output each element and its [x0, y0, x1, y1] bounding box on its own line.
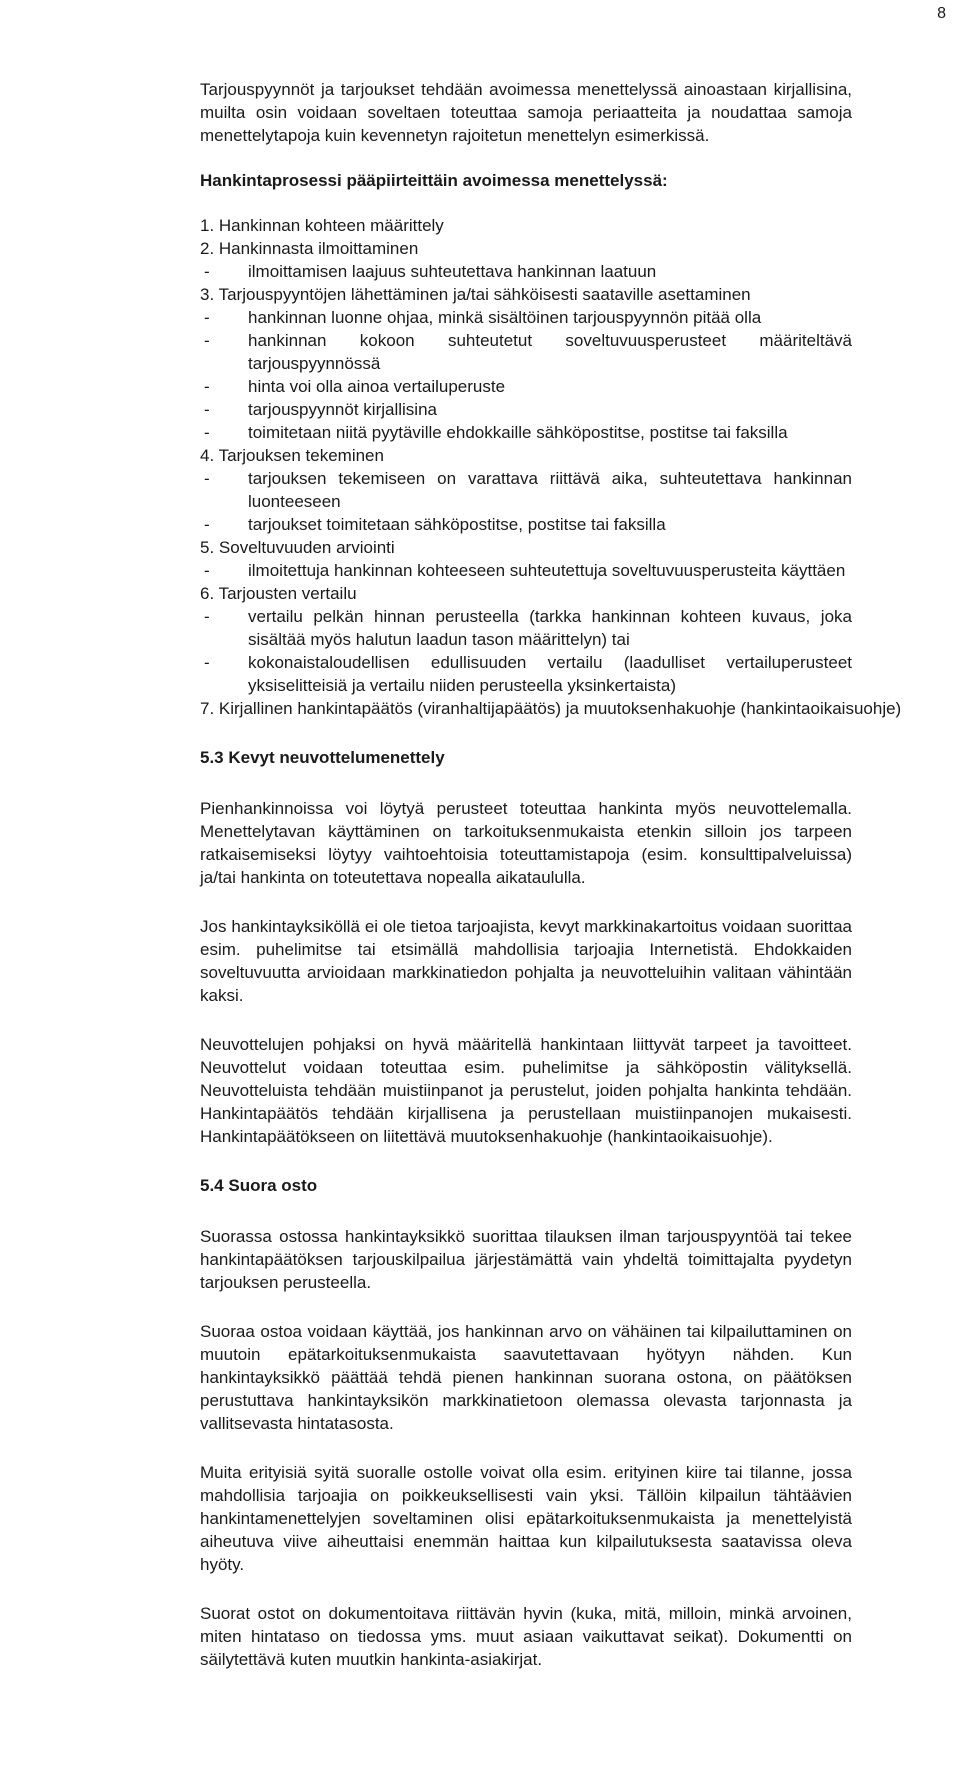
section-paragraph: Pienhankinnoissa voi löytyä perusteet toteuttaa hankinta myös neuvottelemalla. Menettelytavan käyttäminen on tarkoituksenmukaista etenkin silloin jos tarpeen ratkaisemiseksi löytyy vaihtoehtoisia toteuttamistapoja (esim. konsulttipalveluissa) ja/tai hankinta on toteutettava nopealla aikataululla. — [200, 799, 852, 887]
document-body — [0, 78, 960, 1671]
dash-bullet: - — [204, 331, 210, 350]
step-item: - tarjouksen tekemiseen on varattava riittävä aika, suhteutettava hankinnan luonteeseen — [204, 469, 852, 511]
page-number: 8 — [937, 5, 946, 22]
section-heading-5-4: 5.4 Suora osto — [200, 1176, 318, 1195]
step-title: 6. Tarjousten vertailu — [200, 584, 357, 603]
step-item: - tarjouspyynnöt kirjallisina — [204, 400, 437, 419]
dash-bullet: - — [204, 423, 210, 442]
step-item: - ilmoitettuja hankinnan kohteeseen suhteutettuja soveltuvuusperusteita käyttäen — [204, 561, 846, 580]
dash-bullet: - — [204, 607, 210, 626]
step-item: - tarjoukset toimitetaan sähköpostitse, postitse tai faksilla — [204, 515, 666, 534]
step-title: 4. Tarjouksen tekeminen — [200, 446, 384, 465]
dash-bullet: - — [204, 377, 210, 396]
dash-bullet: - — [204, 400, 210, 419]
intro-paragraph: Tarjouspyynnöt ja tarjoukset tehdään avoimessa menettelyssä ainoastaan kirjallisina, muilta osin voidaan soveltaen toteuttaa samoja periaatteita ja noudattaa samoja menettelytapoja kuin kevennetyn rajoitetun menettelyn esimerkissä. — [200, 80, 852, 145]
step-title: 1. Hankinnan kohteen määrittely — [200, 216, 444, 235]
step-title: 3. Tarjouspyyntöjen lähettäminen ja/tai sähköisesti saataville asettaminen — [200, 285, 751, 304]
step-item: - ilmoittamisen laajuus suhteutettava hankinnan laatuun — [204, 262, 657, 281]
section-paragraph: Suorassa ostossa hankintayksikkö suorittaa tilauksen ilman tarjouspyyntöä tai tekee hankintapäätöksen tarjouskilpailua järjestämättä vain yhdeltä toimittajalta pyydetyn tarjouksen perusteella. — [200, 1227, 852, 1292]
dash-bullet: - — [204, 653, 210, 672]
dash-bullet: - — [204, 469, 210, 488]
step-title: 5. Soveltuvuuden arviointi — [200, 538, 395, 557]
section-paragraph: Suorat ostot on dokumentoitava riittävän hyvin (kuka, mitä, milloin, minkä arvoinen, miten hintataso on tiedossa yms. muut asiaan vaikuttavat seikat). Dokumentti on säilytettävä kuten muutkin hankinta-asiakirjat. — [200, 1604, 852, 1669]
section-heading-5-3: 5.3 Kevyt neuvottelumenettely — [200, 748, 445, 767]
step-item: - vertailu pelkän hinnan perusteella (tarkka hankinnan kohteen kuvaus, joka sisältää myös halutun laadun tason määrittelyn) tai — [204, 607, 852, 649]
section-paragraph: Suoraa ostoa voidaan käyttää, jos hankinnan arvo on vähäinen tai kilpailuttaminen on muutoin epätarkoituksenmukaista saavutettavaan hyötyyn nähden. Kun hankintayksikkö päättää tehdä pienen hankinnan suorana ostona, on päätöksen perustuttava hankintayksikön markkinatietoon olemassa olevasta tarjonnasta ja vallitsevasta hintatasosta. — [200, 1322, 852, 1433]
step-item: - toimitetaan niitä pyytäville ehdokkaille sähköpostitse, postitse tai faksilla — [204, 423, 788, 442]
process-heading: Hankintaprosessi pääpiirteittäin avoimessa menettelyssä: — [200, 171, 668, 190]
step-item: - hinta voi olla ainoa vertailuperuste — [204, 377, 506, 396]
step-item: - hankinnan luonne ohjaa, minkä sisältöinen tarjouspyynnön pitää olla — [204, 308, 762, 327]
step-title: 7. Kirjallinen hankintapäätös (viranhaltijapäätös) ja muutoksenhakuohje (hankintaoikaisuohje) — [200, 699, 902, 718]
dash-bullet: - — [204, 515, 210, 534]
process-steps — [0, 214, 960, 720]
step-item: - kokonaistaloudellisen edullisuuden vertailu (laadulliset vertailuperusteet yksiselitteisiä ja vertailu niiden perusteella yksinkertaista) — [204, 653, 852, 695]
dash-bullet: - — [204, 561, 210, 580]
step-title: 2. Hankinnasta ilmoittaminen — [200, 239, 419, 258]
section-paragraph: Jos hankintayksiköllä ei ole tietoa tarjoajista, kevyt markkinakartoitus voidaan suorittaa esim. puhelimitse tai etsimällä mahdollisia tarjoajia Internetistä. Ehdokkaiden soveltuvuutta arvioidaan markkinatiedon pohjalta ja neuvotteluihin valitaan vähintään kaksi. — [200, 917, 852, 1005]
section-paragraph: Muita erityisiä syitä suoralle ostolle voivat olla esim. erityinen kiire tai tilanne, jossa mahdollisia tarjoajia on poikkeuksellisesti vain yksi. Tällöin kilpailun tähtäävien hankintamenettelyjen soveltaminen olisi epätarkoituksenmukaista ja menettelyistä aiheutuva viive aiheuttaisi enemmän haittaa kun kilpailutuksesta saatavissa oleva hyöty. — [200, 1463, 852, 1574]
section-paragraph: Neuvottelujen pohjaksi on hyvä määritellä hankintaan liittyvät tarpeet ja tavoitteet. Neuvottelut voidaan toteuttaa esim. puhelimitse ja sähköpostin välityksellä. Neuvotteluista tehdään muistiinpanot ja perustelut, joiden pohjalta hankinta tehdään. Hankintapäätös tehdään kirjallisena ja perustellaan muistiinpanojen mukaisesti. Hankintapäätökseen on liitettävä muutoksenhakuohje (hankintaoikaisuohje). — [200, 1035, 852, 1146]
dash-bullet: - — [204, 308, 210, 327]
step-item: - hankinnan kokoon suhteutetut soveltuvuusperusteet määriteltävä tarjouspyynnössä — [204, 331, 852, 373]
dash-bullet: - — [204, 262, 210, 281]
